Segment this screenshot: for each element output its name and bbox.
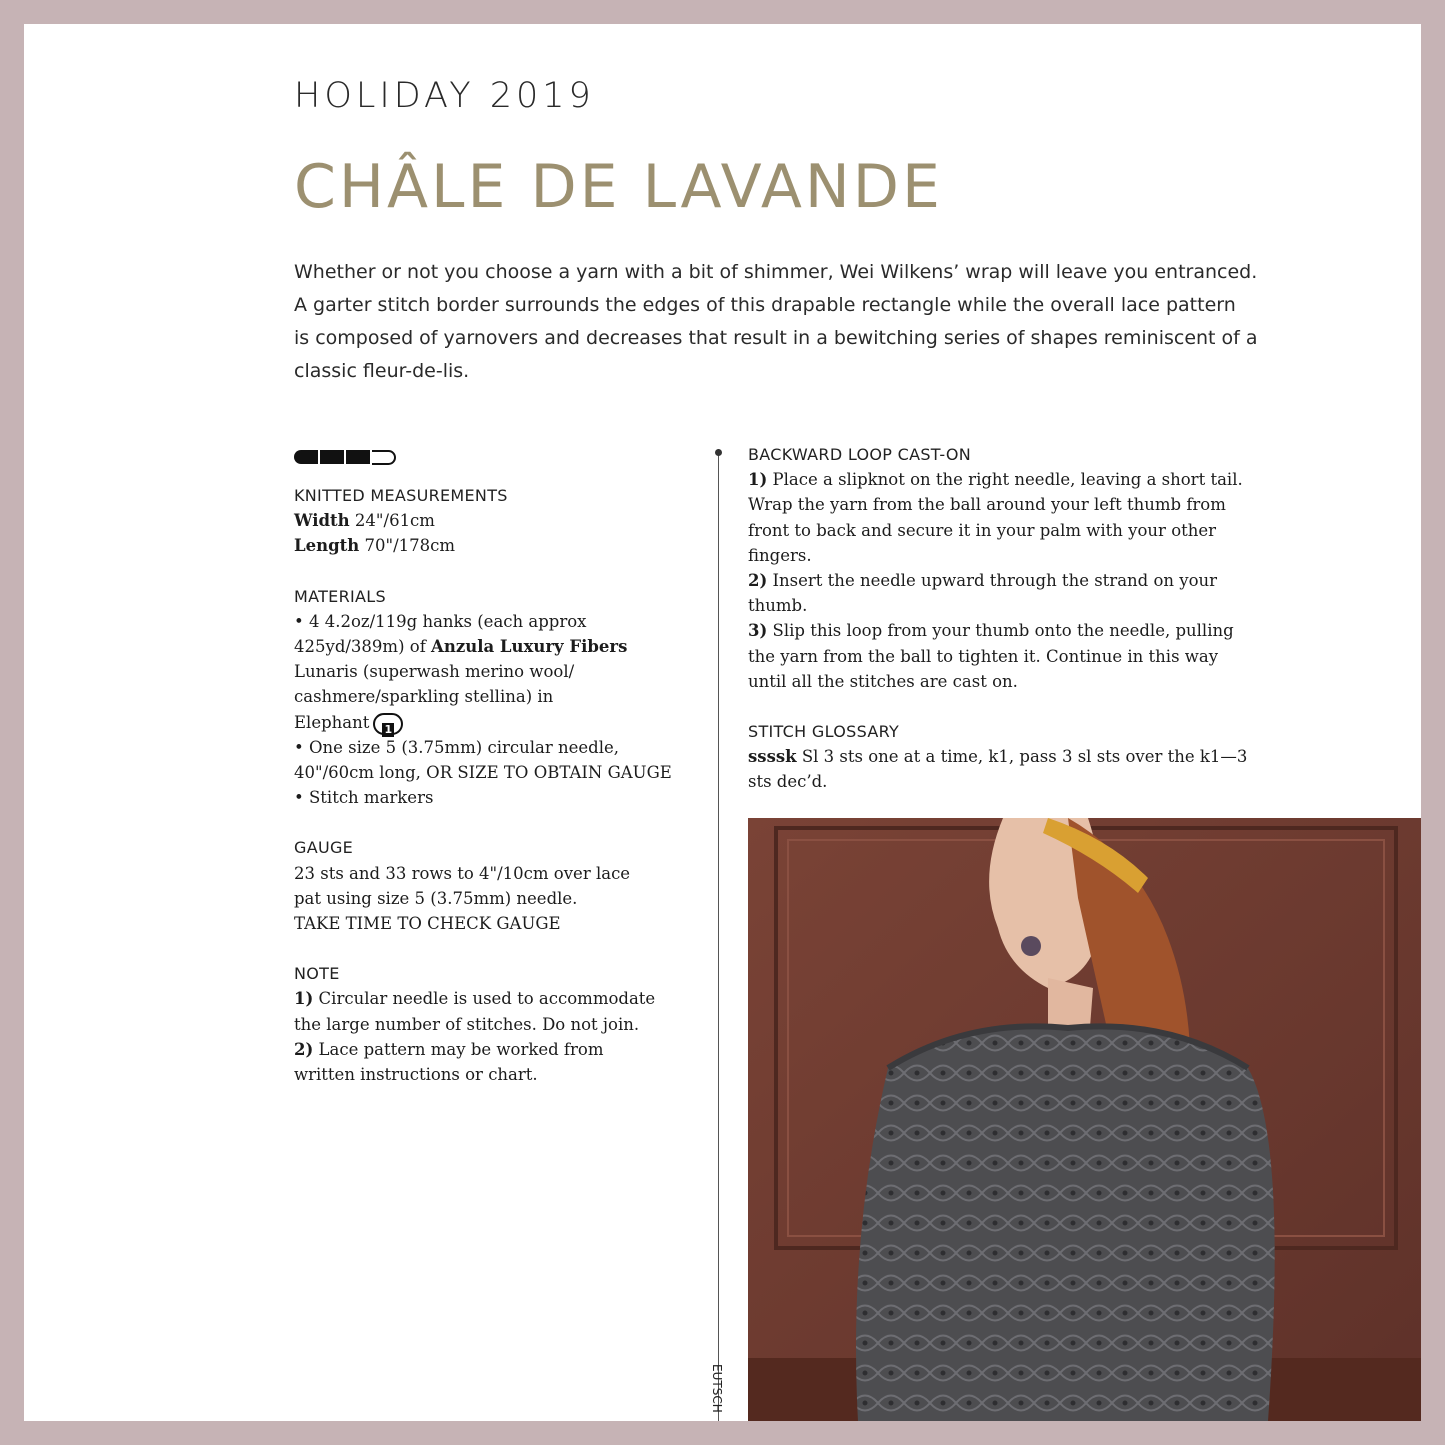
- cast-on-line: [748, 467, 1308, 492]
- measurements-section: [294, 483, 704, 559]
- gauge-line: pat using size 5 (3.75mm) needle.: [294, 888, 578, 908]
- note-line: [294, 1037, 704, 1062]
- earring: [1021, 936, 1041, 956]
- note-number: 1): [294, 989, 314, 1009]
- cast-on-line: until all the stitches are cast on.: [748, 671, 1018, 691]
- note-text: Circular needle is used to accommodate: [313, 989, 656, 1009]
- cast-on-line: fingers.: [748, 545, 812, 565]
- cast-on-line: thumb.: [748, 596, 808, 616]
- width-line: [294, 508, 704, 533]
- materials-line: [294, 710, 704, 735]
- intro-line: A garter stitch border surrounds the edges of this drapable rectangle while the overall lace pattern: [294, 294, 1236, 316]
- divider-dot: [715, 449, 722, 456]
- note-line: written instructions or chart.: [294, 1065, 538, 1085]
- column-divider: [718, 449, 719, 1421]
- colorway-name: Elephant: [294, 712, 370, 732]
- gauge-heading: GAUGE: [294, 838, 354, 858]
- yarn-weight-icon: [373, 713, 403, 735]
- materials-line: 40"/60cm long, OR SIZE TO OBTAIN GAUGE: [294, 763, 672, 783]
- step-number: 3): [748, 621, 768, 641]
- cast-on-heading: BACKWARD LOOP CAST-ON: [748, 445, 972, 464]
- cast-on-section: [748, 442, 1308, 694]
- materials-line: • One size 5 (3.75mm) circular needle,: [294, 737, 620, 757]
- gauge-line: 23 sts and 33 rows to 4"/10cm over lace: [294, 863, 631, 883]
- intro-paragraph: [294, 256, 1294, 388]
- intro-line: Whether or not you choose a yarn with a bit of shimmer, Wei Wilkens’ wrap will leave you entranced.: [294, 261, 1258, 283]
- note-line: the large number of stitches. Do not join.: [294, 1014, 640, 1034]
- model-photo: [748, 818, 1421, 1421]
- lace-shawl: [856, 1026, 1275, 1421]
- materials-line: [294, 634, 704, 659]
- length-label: Length: [294, 536, 360, 556]
- materials-yardage: 425yd/389m) of: [294, 637, 432, 657]
- skill-segment-empty: [372, 450, 396, 465]
- length-line: [294, 533, 704, 558]
- intro-line: is composed of yarnovers and decreases that result in a bewitching series of shapes reminiscent of a: [294, 327, 1258, 349]
- glossary-definition: Sl 3 sts one at a time, k1, pass 3 sl sts over the k1—3: [796, 747, 1248, 767]
- materials-section: [294, 584, 704, 811]
- right-column: [748, 442, 1308, 820]
- note-text: Lace pattern may be worked from: [313, 1039, 604, 1059]
- step-number: 1): [748, 470, 768, 490]
- skill-segment-filled: [346, 450, 370, 464]
- glossary-line: [748, 744, 1308, 769]
- pattern-title: CHÂLE DE LAVANDE: [294, 152, 943, 222]
- note-heading: NOTE: [294, 964, 340, 984]
- issue-label: HOLIDAY 2019: [294, 76, 595, 116]
- materials-heading: MATERIALS: [294, 586, 386, 606]
- cast-on-line: the yarn from the ball to tighten it. Continue in this way: [748, 646, 1219, 666]
- left-column: [294, 449, 704, 1112]
- gauge-line: TAKE TIME TO CHECK GAUGE: [294, 914, 561, 934]
- measurements-heading: KNITTED MEASUREMENTS: [294, 486, 508, 505]
- cast-on-line: [748, 568, 1308, 593]
- yarn-weight-number: 1: [382, 723, 394, 737]
- length-value: 70"/178cm: [364, 536, 456, 556]
- step-number: 2): [748, 571, 768, 591]
- step-text: Slip this loop from your thumb onto the needle, pulling: [767, 621, 1234, 641]
- note-number: 2): [294, 1039, 314, 1059]
- note-line: [294, 986, 704, 1011]
- materials-line: Lunaris (superwash merino wool/: [294, 662, 575, 682]
- page: [24, 24, 1421, 1421]
- skill-segment-filled: [320, 450, 344, 464]
- cast-on-line: Wrap the yarn from the ball around your left thumb from: [748, 495, 1226, 515]
- materials-line: • 4 4.2oz/119g hanks (each approx: [294, 611, 587, 631]
- cast-on-line: front to back and secure it in your palm with your other: [748, 520, 1217, 540]
- glossary-section: [748, 719, 1308, 795]
- glossary-term: ssssk: [748, 747, 797, 767]
- skill-segment-filled: [294, 450, 318, 464]
- gauge-section: [294, 835, 704, 936]
- intro-line: classic fleur-de-lis.: [294, 360, 470, 382]
- skill-level-icon: [294, 449, 704, 465]
- side-label: EUTSCH: [710, 1364, 724, 1413]
- glossary-heading: STITCH GLOSSARY: [748, 722, 900, 742]
- step-text: Insert the needle upward through the strand on your: [767, 571, 1218, 591]
- note-section: [294, 961, 704, 1087]
- materials-line: cashmere/sparkling stellina) in: [294, 687, 554, 707]
- materials-brand: Anzula Luxury Fibers: [431, 637, 628, 657]
- width-label: Width: [294, 511, 350, 531]
- step-text: Place a slipknot on the right needle, leaving a short tail.: [767, 470, 1243, 490]
- glossary-line: sts dec’d.: [748, 772, 828, 792]
- cast-on-line: [748, 618, 1308, 643]
- materials-line: • Stitch markers: [294, 788, 434, 808]
- width-value: 24"/61cm: [354, 511, 435, 531]
- photo-illustration: [748, 818, 1421, 1421]
